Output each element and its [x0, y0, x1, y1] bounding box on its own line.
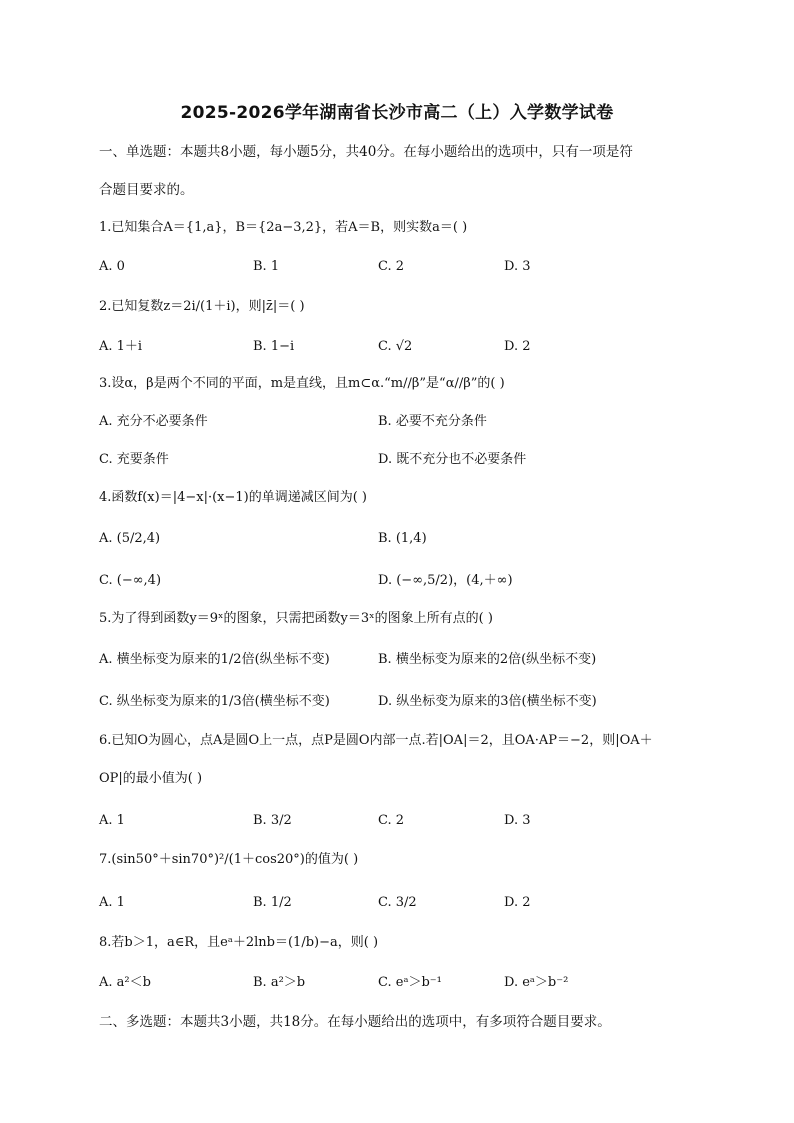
q2-option-c: C. √2 — [378, 339, 413, 354]
q6-option-a: A. 1 — [99, 813, 125, 828]
q2-option-b: B. 1−i — [253, 339, 295, 354]
q2-option-a: A. 1＋i — [99, 339, 143, 354]
q3-option-c: C. 充要条件 — [99, 452, 169, 467]
q5-option-d: D. 纵坐标变为原来的3倍(横坐标不变) — [378, 694, 597, 709]
q1-option-b: B. 1 — [253, 259, 280, 274]
q8-option-a: A. a²＜b — [99, 975, 151, 990]
exam-title: 2025-2026学年湖南省长沙市高二（上）入学数学试卷 — [180, 103, 614, 123]
q8-option-d: D. eᵃ＞b⁻² — [504, 975, 569, 990]
q7-option-b: B. 1/2 — [253, 895, 292, 910]
question-4-stem: 4.函数f(x)＝|4−x|·(x−1)的单调递减区间为( ) — [99, 490, 367, 505]
q2-option-d: D. 2 — [504, 339, 531, 354]
section1-intro-line2: 合题目要求的。 — [99, 182, 194, 198]
q1-option-c: C. 2 — [378, 259, 405, 274]
q5-option-c: C. 纵坐标变为原来的1/3倍(横坐标不变) — [99, 694, 330, 709]
question-7-stem: 7.(sin50°＋sin70°)²/(1＋cos20°)的值为( ) — [99, 852, 359, 867]
q4-option-d: D. (−∞,5/2)，(4,＋∞) — [378, 573, 513, 588]
question-6-stem: 6.已知O为圆心，点A是圆O上一点，点P是圆O内部一点.若|OA|＝2，且OA·AP＝−2，则|OA＋ — [99, 733, 653, 748]
question-5-stem: 5.为了得到函数y＝9ˣ的图象，只需把函数y＝3ˣ的图象上所有点的( ) — [99, 611, 493, 626]
question-6-stem-cont: OP|的最小值为( ) — [99, 771, 203, 786]
q3-option-d: D. 既不充分也不必要条件 — [378, 452, 527, 467]
section2-intro: 二、多选题：本题共3小题，共18分。在每小题给出的选项中，有多项符合题目要求。 — [99, 1014, 611, 1030]
q1-option-a: A. 0 — [99, 259, 125, 274]
q7-option-d: D. 2 — [504, 895, 531, 910]
question-3-stem: 3.设α，β是两个不同的平面，m是直线，且m⊂α.“m//β”是“α//β”的( ) — [99, 376, 505, 391]
q4-option-c: C. (−∞,4) — [99, 573, 162, 588]
q3-option-a: A. 充分不必要条件 — [99, 414, 208, 429]
question-8-stem: 8.若b＞1，a∈R，且eᵃ＋2lnb＝(1/b)−a，则( ) — [99, 935, 379, 950]
q5-option-b: B. 横坐标变为原来的2倍(纵坐标不变) — [378, 652, 597, 667]
question-1-stem: 1.已知集合A＝{1,a}，B＝{2a−3,2}，若A＝B，则实数a＝( ) — [99, 220, 468, 235]
q6-option-b: B. 3/2 — [253, 813, 292, 828]
q8-option-b: B. a²＞b — [253, 975, 306, 990]
section1-intro-line1: 一、单选题：本题共8小题，每小题5分，共40分。在每小题给出的选项中，只有一项是符 — [99, 144, 633, 160]
q6-option-d: D. 3 — [504, 813, 531, 828]
q8-option-c: C. eᵃ＞b⁻¹ — [378, 975, 442, 990]
q1-option-d: D. 3 — [504, 259, 531, 274]
q7-option-a: A. 1 — [99, 895, 125, 910]
q4-option-a: A. (5/2,4) — [99, 531, 161, 546]
q5-option-a: A. 横坐标变为原来的1/2倍(纵坐标不变) — [99, 652, 330, 667]
q7-option-c: C. 3/2 — [378, 895, 417, 910]
q4-option-b: B. (1,4) — [378, 531, 427, 546]
q6-option-c: C. 2 — [378, 813, 405, 828]
q3-option-b: B. 必要不充分条件 — [378, 414, 487, 429]
question-2-stem: 2.已知复数z＝2i/(1＋i)，则|z̄|＝( ) — [99, 299, 305, 314]
